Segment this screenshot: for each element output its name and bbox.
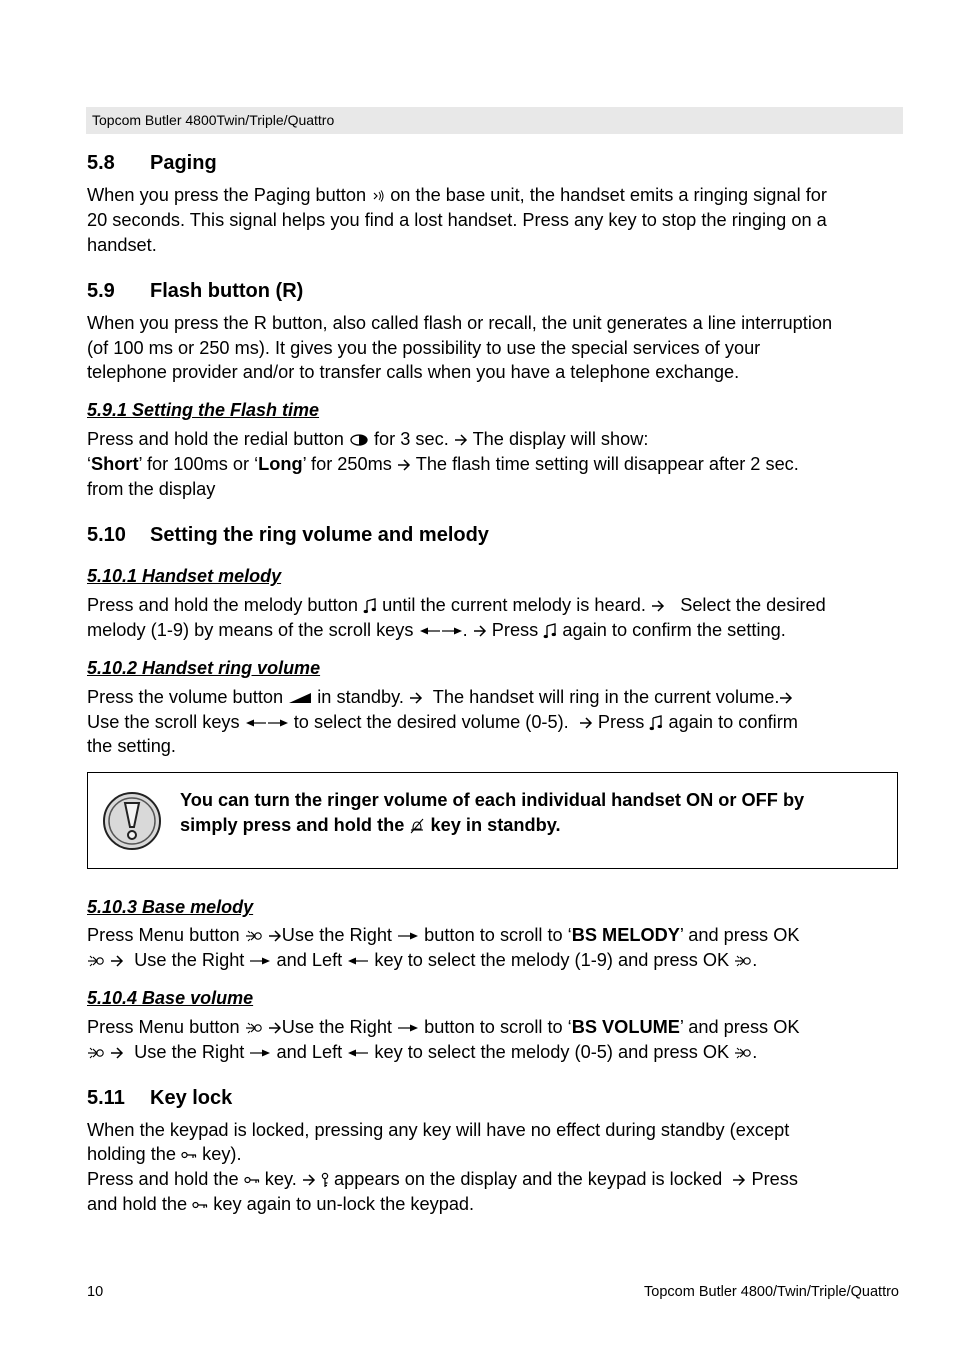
- paragraph-line: When you press the R button, also called flash or recall, the unit generates a line interruption: [87, 313, 833, 333]
- section-5-10-heading: [87, 524, 489, 547]
- section-title: Paging: [150, 152, 217, 174]
- arrow-right-icon: [473, 624, 487, 638]
- arrow-right-icon: [651, 599, 665, 613]
- text: and Left: [276, 950, 343, 970]
- menu-ok-icon: [245, 929, 263, 943]
- page-number: 10: [87, 1284, 104, 1300]
- text: ‘: [87, 454, 92, 474]
- arrow-right-icon: [732, 1173, 746, 1187]
- scroll-left-icon: [419, 626, 441, 636]
- paging-icon: [371, 189, 385, 203]
- section-5-8-heading: [87, 152, 217, 175]
- text: Press Menu button: [87, 925, 240, 945]
- text: key to select the melody (1-9) and press OK: [374, 950, 730, 970]
- menu-ok-icon: [734, 954, 752, 968]
- key-icon: [192, 1201, 208, 1209]
- arrow-right-icon: [397, 458, 411, 472]
- text: Press and hold the: [87, 1169, 239, 1189]
- key-icon: [181, 1151, 197, 1159]
- text: and Left: [276, 1042, 343, 1062]
- section-number: 5.11: [87, 1087, 125, 1109]
- footer-title: Topcom Butler 4800/Twin/Triple/Quattro: [644, 1284, 899, 1300]
- scroll-right-icon: [249, 956, 271, 966]
- note-box: [87, 772, 898, 869]
- paragraph-line: [87, 452, 799, 476]
- text: ’ for 250ms: [302, 454, 392, 474]
- text: melody (1-9) by means of the scroll keys: [87, 620, 414, 640]
- text: button to scroll to ‘: [424, 925, 572, 945]
- text: Use the Right: [281, 925, 392, 945]
- scroll-left-icon: [347, 956, 369, 966]
- menu-ok-icon: [245, 1021, 263, 1035]
- paragraph-line: [87, 1040, 757, 1064]
- subsection-5-9-1-heading: 5.9.1 Setting the Flash time: [87, 400, 320, 420]
- text: key again to un-lock the keypad.: [213, 1194, 475, 1214]
- arrow-right-icon: [302, 1173, 316, 1187]
- arrow-right-icon: [579, 716, 593, 730]
- paragraph-line: [87, 618, 786, 642]
- text: simply press and hold the: [180, 815, 405, 835]
- text: The display will show:: [472, 429, 649, 449]
- text: key to select the melody (0-5) and press OK: [374, 1042, 730, 1062]
- arrow-right-icon: [779, 691, 793, 705]
- subsection-5-10-3-heading: 5.10.3 Base melody: [87, 897, 254, 917]
- menu-ok-icon: [87, 954, 105, 968]
- paragraph-line: [87, 948, 757, 972]
- text: button to scroll to ‘: [424, 1017, 572, 1037]
- paragraph-line: [87, 1167, 798, 1191]
- paragraph-line: the setting.: [87, 736, 176, 756]
- text: Use the scroll keys: [87, 712, 240, 732]
- text: until the current melody is heard.: [382, 595, 646, 615]
- paragraph-line: [87, 1015, 799, 1039]
- text: key).: [202, 1144, 242, 1164]
- menu-ok-icon: [734, 1046, 752, 1060]
- text: key.: [264, 1169, 297, 1189]
- section-number: 5.8: [87, 152, 115, 174]
- paragraph-line: [87, 685, 793, 709]
- text: and hold the: [87, 1194, 188, 1214]
- volume-icon: [288, 692, 312, 704]
- text: The flash time setting will disappear after 2 sec.: [415, 454, 799, 474]
- scroll-left-icon: [245, 718, 267, 728]
- section-number: 5.10: [87, 524, 126, 546]
- lock-indicator-icon: [321, 1172, 329, 1188]
- paragraph-line: [87, 183, 827, 207]
- section-title: Flash button (R): [150, 280, 304, 302]
- paragraph-line: telephone provider and/or to transfer calls when you have a telephone exchange.: [87, 362, 740, 382]
- paragraph-line: handset.: [87, 235, 157, 255]
- redial-icon: [349, 433, 369, 447]
- paragraph-line: (of 100 ms or 250 ms). It gives you the possibility to use the special services of your: [87, 338, 761, 358]
- text: on the base unit, the handset emits a ringing signal for: [390, 185, 827, 205]
- exclamation-icon: [102, 791, 162, 851]
- scroll-right-icon: [249, 1048, 271, 1058]
- text: ’ and press OK: [679, 1017, 800, 1037]
- text: When you press the Paging button: [87, 185, 367, 205]
- arrow-right-icon: [409, 691, 423, 705]
- paragraph-line: [87, 1192, 474, 1216]
- text: ’ and press OK: [679, 925, 800, 945]
- text: Select the desired: [680, 595, 826, 615]
- arrow-right-icon: [268, 929, 282, 943]
- text: appears on the display and the keypad is locked: [334, 1169, 723, 1189]
- section-5-11-heading: [87, 1087, 232, 1110]
- note-line: [180, 815, 561, 836]
- arrow-right-icon: [454, 433, 468, 447]
- text: again to confirm the setting.: [562, 620, 786, 640]
- text: ’ for 100ms or ‘: [138, 454, 259, 474]
- text: .: [752, 1042, 758, 1062]
- paragraph-line: When the keypad is locked, pressing any key will have no effect during standby (except: [87, 1120, 790, 1140]
- paragraph-line: [87, 427, 648, 451]
- ringer-off-icon: [409, 818, 425, 834]
- scroll-right-icon: [267, 718, 289, 728]
- subsection-5-10-2-heading: 5.10.2 Handset ring volume: [87, 658, 321, 678]
- section-5-9-heading: [87, 280, 303, 303]
- note-line: You can turn the ringer volume of each individual handset ON or OFF by: [180, 790, 805, 810]
- bs-melody-label: BS MELODY: [571, 925, 680, 945]
- scroll-right-icon: [397, 1023, 419, 1033]
- text: Press and hold the redial button: [87, 429, 344, 449]
- section-title: Setting the ring volume and melody: [150, 524, 489, 546]
- text: Use the Right: [281, 1017, 392, 1037]
- subsection-5-10-4-heading: 5.10.4 Base volume: [87, 988, 254, 1008]
- melody-icon: [543, 623, 557, 639]
- paragraph-line: from the display: [87, 479, 216, 499]
- text: .: [462, 620, 468, 640]
- text: Press Menu button: [87, 1017, 240, 1037]
- text: again to confirm: [668, 712, 798, 732]
- section-number: 5.9: [87, 280, 115, 302]
- text: holding the: [87, 1144, 176, 1164]
- text: Use the Right: [134, 950, 245, 970]
- text: for 3 sec.: [373, 429, 449, 449]
- subsection-5-10-1-heading: 5.10.1 Handset melody: [87, 566, 282, 586]
- arrow-right-icon: [110, 1046, 124, 1060]
- paragraph-line: [87, 1142, 242, 1166]
- paragraph-line: [87, 593, 826, 617]
- melody-icon: [363, 598, 377, 614]
- text: Use the Right: [134, 1042, 245, 1062]
- section-title: Key lock: [150, 1087, 233, 1109]
- paragraph-line: [87, 923, 799, 947]
- melody-icon: [649, 715, 663, 731]
- text: key in standby.: [430, 815, 561, 835]
- key-icon: [244, 1176, 260, 1184]
- text: .: [752, 950, 758, 970]
- scroll-right-icon: [441, 626, 463, 636]
- text: in standby.: [317, 687, 404, 707]
- long-label: Long: [258, 454, 303, 474]
- text: Press: [597, 712, 645, 732]
- text: to select the desired volume (0-5).: [293, 712, 569, 732]
- bs-volume-label: BS VOLUME: [571, 1017, 680, 1037]
- short-label: Short: [91, 454, 139, 474]
- paragraph-line: 20 seconds. This signal helps you find a lost handset. Press any key to stop the ringing on a: [87, 210, 827, 230]
- menu-ok-icon: [87, 1046, 105, 1060]
- text: Press: [491, 620, 539, 640]
- text: Press and hold the melody button: [87, 595, 358, 615]
- scroll-left-icon: [347, 1048, 369, 1058]
- scroll-right-icon: [397, 931, 419, 941]
- text: Press the volume button: [87, 687, 284, 707]
- text: The handset will ring in the current volume.: [432, 687, 780, 707]
- arrow-right-icon: [268, 1021, 282, 1035]
- page-header: Topcom Butler 4800Twin/Triple/Quattro: [86, 107, 903, 134]
- paragraph-line: [87, 710, 798, 734]
- text: Press: [751, 1169, 798, 1189]
- arrow-right-icon: [110, 954, 124, 968]
